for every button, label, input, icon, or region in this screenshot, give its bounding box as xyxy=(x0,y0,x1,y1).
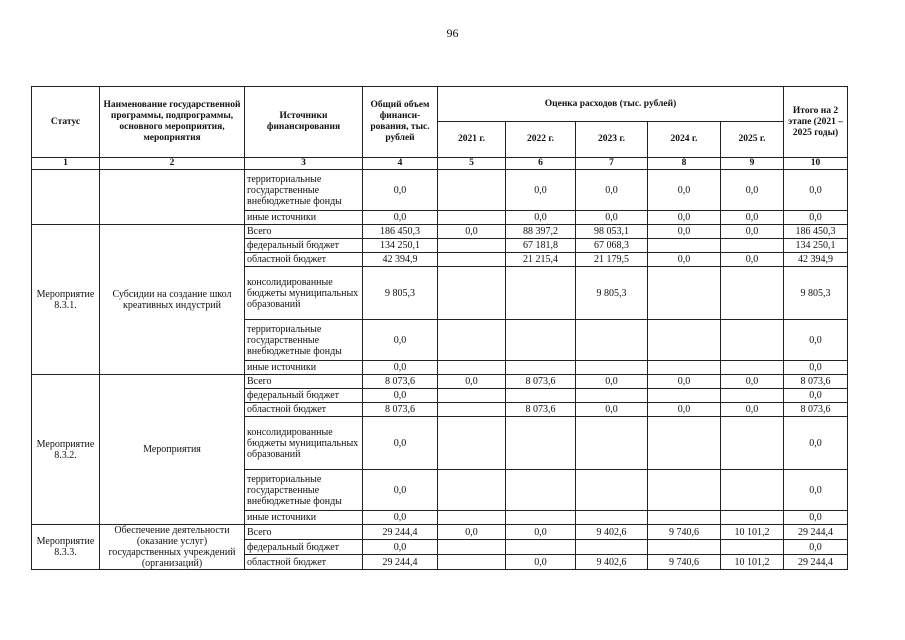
funding-source-cell: территориальные государственные внебюджетные фонды xyxy=(245,170,363,211)
activity-name-cell xyxy=(100,170,245,225)
stage-total-cell: 9 805,3 xyxy=(784,267,848,320)
activity-name-cell: Обеспечение деятельности (оказание услуг) государственных учреждений (организаций) xyxy=(100,525,245,570)
total-cell: 42 394,9 xyxy=(363,253,438,267)
year-2021-cell xyxy=(438,389,506,403)
year-2021-cell xyxy=(438,417,506,470)
year-2023-cell: 0,0 xyxy=(576,403,648,417)
funding-source-cell: областной бюджет xyxy=(245,253,363,267)
budget-table xyxy=(31,86,848,570)
total-cell: 186 450,3 xyxy=(363,225,438,239)
stage-total-cell: 29 244,4 xyxy=(784,555,848,570)
column-number: 2 xyxy=(100,158,245,170)
year-2021-cell xyxy=(438,403,506,417)
funding-source-cell: консолидированные бюджеты муниципальных образований xyxy=(245,417,363,470)
year-2025-cell: 0,0 xyxy=(721,211,784,225)
funding-source-cell: иные источники xyxy=(245,361,363,375)
year-2022-cell xyxy=(506,320,576,361)
column-number: 6 xyxy=(506,158,576,170)
total-cell: 134 250,1 xyxy=(363,239,438,253)
year-2021-cell xyxy=(438,267,506,320)
year-2023-cell: 98 053,1 xyxy=(576,225,648,239)
year-2025-cell xyxy=(721,389,784,403)
year-2025-cell xyxy=(721,417,784,470)
stage-total-cell: 8 073,6 xyxy=(784,403,848,417)
year-2024-cell xyxy=(648,267,721,320)
year-2023-cell: 67 068,3 xyxy=(576,239,648,253)
year-2022-cell: 21 215,4 xyxy=(506,253,576,267)
total-cell: 0,0 xyxy=(363,511,438,525)
funding-source-cell: иные источники xyxy=(245,511,363,525)
funding-source-cell: иные источники xyxy=(245,211,363,225)
year-2025-cell: 10 101,2 xyxy=(721,525,784,540)
year-2021-cell xyxy=(438,540,506,555)
header-total-volume: Общий объем финанси-рования, тыс. рублей xyxy=(363,87,438,158)
column-number: 5 xyxy=(438,158,506,170)
column-number-row xyxy=(32,158,848,170)
year-2022-cell: 0,0 xyxy=(506,525,576,540)
stage-total-cell: 0,0 xyxy=(784,417,848,470)
year-2025-cell: 0,0 xyxy=(721,225,784,239)
year-2025-cell: 10 101,2 xyxy=(721,555,784,570)
activity-name-cell: Субсидии на создание школ креативных индустрий xyxy=(100,225,245,375)
page-number: 96 xyxy=(446,26,459,40)
header-year: 2024 г. xyxy=(648,122,721,158)
funding-source-cell: Всего xyxy=(245,525,363,540)
total-cell: 8 073,6 xyxy=(363,403,438,417)
header-status: Статус xyxy=(32,87,100,158)
year-2021-cell xyxy=(438,470,506,511)
year-2023-cell: 0,0 xyxy=(576,375,648,389)
year-2021-cell xyxy=(438,320,506,361)
header-year: 2022 г. xyxy=(506,122,576,158)
column-number: 1 xyxy=(32,158,100,170)
year-2025-cell: 0,0 xyxy=(721,403,784,417)
stage-total-cell: 0,0 xyxy=(784,361,848,375)
year-2024-cell xyxy=(648,470,721,511)
column-number: 8 xyxy=(648,158,721,170)
funding-source-cell: консолидированные бюджеты муниципальных образований xyxy=(245,267,363,320)
column-number: 9 xyxy=(721,158,784,170)
column-number: 10 xyxy=(784,158,848,170)
total-cell: 0,0 xyxy=(363,540,438,555)
stage-total-cell: 0,0 xyxy=(784,511,848,525)
table-row xyxy=(32,170,848,211)
funding-source-cell: Всего xyxy=(245,225,363,239)
stage-total-cell: 0,0 xyxy=(784,540,848,555)
total-cell: 29 244,4 xyxy=(363,525,438,540)
year-2025-cell xyxy=(721,239,784,253)
year-2021-cell: 0,0 xyxy=(438,525,506,540)
header-sources: Источники финансирования xyxy=(245,87,363,158)
year-2021-cell xyxy=(438,361,506,375)
year-2024-cell xyxy=(648,511,721,525)
year-2024-cell: 0,0 xyxy=(648,211,721,225)
total-cell: 8 073,6 xyxy=(363,375,438,389)
total-cell: 0,0 xyxy=(363,211,438,225)
header-estimate: Оценка расходов (тыс. рублей) xyxy=(438,87,784,122)
year-2024-cell: 0,0 xyxy=(648,403,721,417)
status-cell: Мероприятие 8.3.2. xyxy=(32,375,100,525)
year-2023-cell xyxy=(576,540,648,555)
header-name: Наименование государственной программы, подпрограммы, основного мероприятия, мероприятия xyxy=(100,87,245,158)
year-2025-cell: 0,0 xyxy=(721,253,784,267)
year-2024-cell: 0,0 xyxy=(648,253,721,267)
total-cell: 0,0 xyxy=(363,320,438,361)
year-2023-cell: 9 402,6 xyxy=(576,555,648,570)
total-cell: 0,0 xyxy=(363,389,438,403)
year-2021-cell xyxy=(438,170,506,211)
year-2024-cell xyxy=(648,389,721,403)
year-2022-cell xyxy=(506,470,576,511)
status-cell xyxy=(32,170,100,225)
funding-source-cell: областной бюджет xyxy=(245,555,363,570)
year-2022-cell xyxy=(506,361,576,375)
table-row xyxy=(32,375,848,389)
funding-source-cell: федеральный бюджет xyxy=(245,239,363,253)
year-2021-cell xyxy=(438,239,506,253)
year-2023-cell xyxy=(576,361,648,375)
stage-total-cell: 0,0 xyxy=(784,170,848,211)
year-2023-cell xyxy=(576,389,648,403)
year-2021-cell xyxy=(438,211,506,225)
year-2022-cell: 0,0 xyxy=(506,211,576,225)
table-row xyxy=(32,225,848,239)
year-2021-cell xyxy=(438,555,506,570)
year-2023-cell xyxy=(576,320,648,361)
year-2024-cell: 9 740,6 xyxy=(648,525,721,540)
year-2022-cell xyxy=(506,267,576,320)
status-cell: Мероприятие 8.3.3. xyxy=(32,525,100,570)
year-2022-cell: 67 181,8 xyxy=(506,239,576,253)
stage-total-cell: 42 394,9 xyxy=(784,253,848,267)
column-number: 4 xyxy=(363,158,438,170)
year-2023-cell: 21 179,5 xyxy=(576,253,648,267)
year-2024-cell xyxy=(648,417,721,470)
year-2024-cell xyxy=(648,540,721,555)
activity-name-cell: Мероприятия xyxy=(100,375,245,525)
year-2024-cell: 0,0 xyxy=(648,375,721,389)
year-2024-cell xyxy=(648,320,721,361)
year-2023-cell xyxy=(576,470,648,511)
year-2023-cell: 9 805,3 xyxy=(576,267,648,320)
stage-total-cell: 0,0 xyxy=(784,211,848,225)
year-2021-cell xyxy=(438,511,506,525)
column-number: 7 xyxy=(576,158,648,170)
year-2024-cell xyxy=(648,361,721,375)
year-2021-cell: 0,0 xyxy=(438,375,506,389)
funding-source-cell: областной бюджет xyxy=(245,403,363,417)
year-2022-cell xyxy=(506,389,576,403)
funding-source-cell: Всего xyxy=(245,375,363,389)
stage-total-cell: 0,0 xyxy=(784,320,848,361)
year-2023-cell: 0,0 xyxy=(576,211,648,225)
year-2022-cell: 8 073,6 xyxy=(506,375,576,389)
year-2022-cell: 8 073,6 xyxy=(506,403,576,417)
year-2025-cell xyxy=(721,511,784,525)
stage-total-cell: 8 073,6 xyxy=(784,375,848,389)
year-2025-cell xyxy=(721,540,784,555)
year-2023-cell: 0,0 xyxy=(576,170,648,211)
year-2025-cell: 0,0 xyxy=(721,170,784,211)
year-2024-cell: 0,0 xyxy=(648,225,721,239)
funding-source-cell: территориальные государственные внебюджетные фонды xyxy=(245,470,363,511)
year-2023-cell xyxy=(576,417,648,470)
year-2022-cell: 0,0 xyxy=(506,555,576,570)
year-2022-cell: 88 397,2 xyxy=(506,225,576,239)
total-cell: 29 244,4 xyxy=(363,555,438,570)
stage-total-cell: 0,0 xyxy=(784,470,848,511)
table-body xyxy=(32,170,848,570)
stage-total-cell: 186 450,3 xyxy=(784,225,848,239)
year-2024-cell: 0,0 xyxy=(648,170,721,211)
stage-total-cell: 29 244,4 xyxy=(784,525,848,540)
total-cell: 0,0 xyxy=(363,361,438,375)
year-2025-cell xyxy=(721,320,784,361)
status-cell: Мероприятие 8.3.1. xyxy=(32,225,100,375)
year-2023-cell xyxy=(576,511,648,525)
year-2025-cell: 0,0 xyxy=(721,375,784,389)
funding-source-cell: федеральный бюджет xyxy=(245,389,363,403)
total-cell: 0,0 xyxy=(363,470,438,511)
funding-source-cell: территориальные государственные внебюджетные фонды xyxy=(245,320,363,361)
year-2025-cell xyxy=(721,470,784,511)
total-cell: 9 805,3 xyxy=(363,267,438,320)
year-2024-cell: 9 740,6 xyxy=(648,555,721,570)
header-year: 2023 г. xyxy=(576,122,648,158)
year-2023-cell: 9 402,6 xyxy=(576,525,648,540)
column-number: 3 xyxy=(245,158,363,170)
year-2022-cell: 0,0 xyxy=(506,170,576,211)
year-2022-cell xyxy=(506,511,576,525)
year-2025-cell xyxy=(721,361,784,375)
year-2024-cell xyxy=(648,239,721,253)
total-cell: 0,0 xyxy=(363,417,438,470)
funding-source-cell: федеральный бюджет xyxy=(245,540,363,555)
header-year: 2025 г. xyxy=(721,122,784,158)
stage-total-cell: 134 250,1 xyxy=(784,239,848,253)
year-2022-cell xyxy=(506,540,576,555)
year-2021-cell xyxy=(438,253,506,267)
year-2025-cell xyxy=(721,267,784,320)
stage-total-cell: 0,0 xyxy=(784,389,848,403)
header-total-stage: Итого на 2 этапе (2021 – 2025 годы) xyxy=(784,87,848,158)
table-row xyxy=(32,525,848,540)
header-year: 2021 г. xyxy=(438,122,506,158)
total-cell: 0,0 xyxy=(363,170,438,211)
year-2022-cell xyxy=(506,417,576,470)
year-2021-cell: 0,0 xyxy=(438,225,506,239)
